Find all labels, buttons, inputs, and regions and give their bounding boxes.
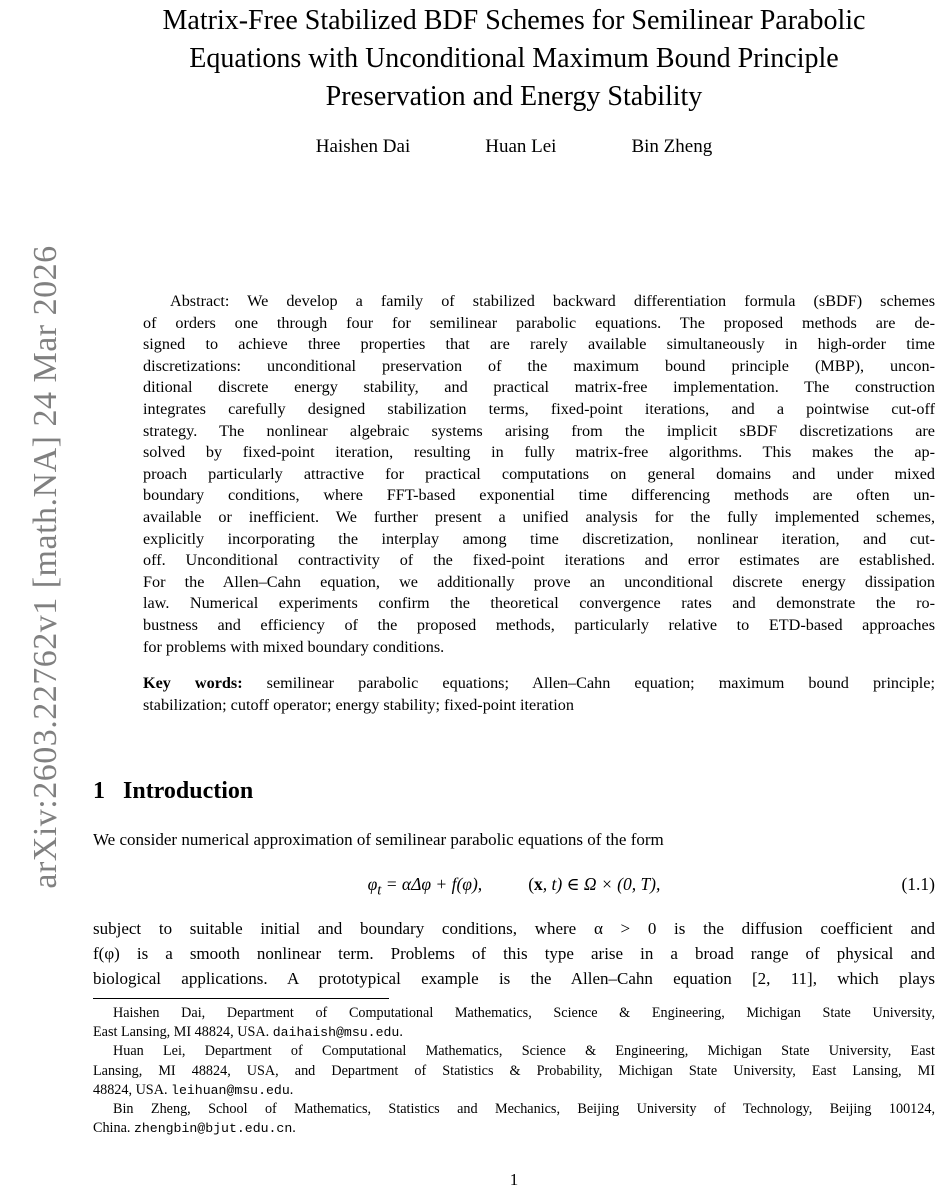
equation-cond: , t) ∈ Ω × (0, T), [542,874,661,894]
abstract-line: law. Numerical experiments confirm the theoretical convergence rates and demonstrate the ro- [143,594,935,613]
abstract-line: bustness and efficiency of the proposed methods, particularly relative to ETD-based approaches [143,615,935,634]
body-line: subject to suitable initial and boundary conditions, where α > 0 is the diffusion coefficient and [93,919,935,938]
footnote-text: China. [93,1120,134,1137]
footnotes [93,1004,935,1138]
abstract-line: of orders one through four for semilinear parabolic equations. The proposed methods are de- [143,313,935,332]
abstract-line: off. Unconditional contractivity of the fixed-point iterations and error estimates are established. [143,551,935,570]
paper-title-line-2: Equations with Unconditional Maximum Bound Principle [189,43,839,74]
abstract-line: integrates carefully designed stabilization terms, fixed-point iterations, and a pointwise cut-off [143,399,935,418]
equation [93,874,935,900]
equation-cond-open: ( [528,874,535,894]
keywords-line: stabilization; cutoff operator; energy stability; fixed-point iteration [143,695,574,714]
keywords-text: semilinear parabolic equations; Allen–Cahn equation; maximum bound principle; [242,674,935,692]
body-line: biological applications. A prototypical example is the Allen–Cahn equation [2, 11], which plays [93,969,935,988]
abstract-line: discretizations: unconditional preservation of the maximum bound principle (MBP), uncon- [143,356,935,375]
arxiv-watermark: arXiv:2603.22762v1 [math.NA] 24 Mar 2026 [27,245,64,889]
email-address: daihaish@msu.edu [272,1025,400,1041]
footnote-line: Bin Zheng, School of Mathematics, Statistics and Mechanics, Beijing University of Technology, Beijing 100124, [113,1101,935,1118]
author-name: Bin Zheng [631,136,713,157]
abstract-line: For the Allen–Cahn equation, we additionally prove an unconditional discrete energy dissipation [143,572,935,591]
footnote-line: Huan Lei, Department of Computational Mathematics, Science & Engineering, Michigan State University, East [113,1043,935,1060]
abstract-line: solved by fixed-point iteration, resulting in fully matrix-free algorithms. This makes the ap- [143,443,935,462]
paper-title [93,2,935,116]
abstract-line: explicitly incorporating the interplay among time discretization, nonlinear iteration, and cut- [143,529,935,548]
equation-bold-x: x [534,874,543,894]
email-address: zhengbin@bjut.edu.cn [133,1121,293,1137]
abstract-line: proach particularly attractive for practical computations on general domains and under mixed [143,464,935,483]
equation-number: (1.1) [901,874,935,894]
keywords-label: Key words: [143,674,243,692]
equation-subscript: t [377,882,382,899]
author-name: Huan Lei [485,136,557,157]
footnote-entry [93,1100,935,1138]
equation-rhs: = αΔφ + f(φ), [381,874,483,894]
footnote-entry [93,1004,935,1042]
footnote-entry [93,1042,935,1100]
email-address: leihuan@msu.edu [171,1082,290,1098]
page-number: 1 [509,1170,519,1189]
footnote-line: Haishen Dai, Department of Computational Mathematics, Science & Engineering, Michigan State University, [113,1005,935,1021]
paper-title-line-1: Matrix-Free Stabilized BDF Schemes for Semilinear Parabolic [162,5,866,36]
abstract-line: for problems with mixed boundary conditions. [143,637,445,656]
footnote-text: East Lansing, MI 48824, USA. [93,1024,273,1041]
footnote-rule [93,998,389,999]
footnote-text: . [399,1024,403,1041]
abstract-line: strategy. The nonlinear algebraic systems arising from the implicit sBDF discretizations are [143,421,935,440]
section-number: 1 [93,778,105,804]
abstract-line: boundary conditions, where FFT-based exponential time differencing methods are often un- [143,486,935,505]
keywords [143,673,935,716]
footnote-line [93,1119,935,1138]
section-heading [93,778,935,805]
footnote-line [93,1081,935,1100]
author-name: Haishen Dai [315,136,411,157]
abstract-line: available or inefficient. We further present a unified analysis for the fully implemented schemes, [143,507,935,526]
section-title: Introduction [123,778,254,804]
intro-paragraph [93,916,935,991]
footnote-text: . [289,1081,294,1098]
body-line: f(φ) is a smooth nonlinear term. Problems of this type arise in a broad range of physical and [93,944,935,963]
intro-lead: We consider numerical approximation of semilinear parabolic equations of the form [93,830,664,849]
footnote-line [93,1023,935,1042]
equation-lhs: φ [367,874,378,894]
author-list [93,136,935,158]
abstract-line: signed to achieve three properties that are rarely available simultaneously in high-order time [143,335,935,354]
footnote-text: . [292,1120,296,1137]
abstract-line: ditional discrete energy stability, and practical matrix-free implementation. The construction [143,378,935,397]
keywords-line [143,673,935,695]
footnote-line: Lansing, MI 48824, USA, and Department of Statistics & Probability, Michigan State University, East Lansing, MI [93,1062,935,1079]
footnote-text: 48824, USA. [93,1081,172,1098]
abstract-line: Abstract: We develop a family of stabilized backward differentiation formula (sBDF) schemes [170,292,935,310]
paper-title-line-3: Preservation and Energy Stability [325,81,703,112]
abstract [143,291,935,658]
